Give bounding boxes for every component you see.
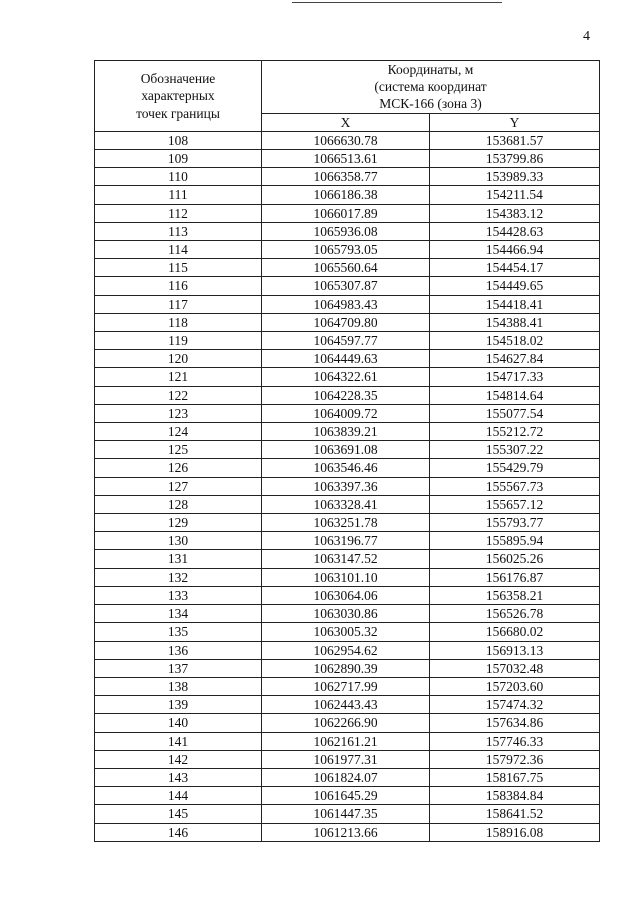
y-coordinate-cell: 158167.75 <box>430 768 600 786</box>
y-coordinate-cell: 158916.08 <box>430 823 600 841</box>
y-coordinate-cell: 156913.13 <box>430 641 600 659</box>
point-id-cell: 144 <box>95 787 262 805</box>
x-coordinate-cell: 1064597.77 <box>262 332 430 350</box>
point-id-cell: 126 <box>95 459 262 477</box>
x-coordinate-cell: 1062954.62 <box>262 641 430 659</box>
x-coordinate-cell: 1062266.90 <box>262 714 430 732</box>
table-row <box>95 823 600 841</box>
y-coordinate-cell: 154518.02 <box>430 332 600 350</box>
x-coordinate-cell: 1063196.77 <box>262 532 430 550</box>
x-coordinate-cell: 1062443.43 <box>262 696 430 714</box>
y-coordinate-cell: 155077.54 <box>430 404 600 422</box>
point-id-cell: 125 <box>95 441 262 459</box>
table-row <box>95 750 600 768</box>
x-coordinate-cell: 1061824.07 <box>262 768 430 786</box>
table-row <box>95 605 600 623</box>
y-coordinate-cell: 154814.64 <box>430 386 600 404</box>
table-row <box>95 386 600 404</box>
x-coordinate-cell: 1063251.78 <box>262 514 430 532</box>
point-id-cell: 137 <box>95 659 262 677</box>
y-coordinate-cell: 157203.60 <box>430 677 600 695</box>
table-row <box>95 441 600 459</box>
table-row <box>95 150 600 168</box>
header-coords <box>262 61 600 114</box>
table-row <box>95 550 600 568</box>
x-coordinate-cell: 1063064.06 <box>262 586 430 604</box>
table-row <box>95 131 600 149</box>
table-row <box>95 696 600 714</box>
point-id-cell: 129 <box>95 514 262 532</box>
table-row <box>95 295 600 313</box>
x-coordinate-cell: 1061447.35 <box>262 805 430 823</box>
table-row <box>95 805 600 823</box>
table-body <box>95 131 600 841</box>
x-coordinate-cell: 1066358.77 <box>262 168 430 186</box>
point-id-cell: 110 <box>95 168 262 186</box>
top-rule <box>292 2 502 3</box>
point-id-cell: 127 <box>95 477 262 495</box>
y-coordinate-cell: 155657.12 <box>430 495 600 513</box>
point-id-cell: 133 <box>95 586 262 604</box>
y-coordinate-cell: 153799.86 <box>430 150 600 168</box>
x-coordinate-cell: 1065560.64 <box>262 259 430 277</box>
table-row <box>95 732 600 750</box>
y-coordinate-cell: 155567.73 <box>430 477 600 495</box>
point-id-cell: 120 <box>95 350 262 368</box>
header-points-line: характерных <box>141 88 215 104</box>
point-id-cell: 109 <box>95 150 262 168</box>
x-coordinate-cell: 1063328.41 <box>262 495 430 513</box>
header-points-line: Обозначение <box>140 71 216 87</box>
point-id-cell: 116 <box>95 277 262 295</box>
y-coordinate-cell: 154388.41 <box>430 313 600 331</box>
point-id-cell: 115 <box>95 259 262 277</box>
point-id-cell: 140 <box>95 714 262 732</box>
x-coordinate-cell: 1064009.72 <box>262 404 430 422</box>
y-coordinate-cell: 153989.33 <box>430 168 600 186</box>
y-coordinate-cell: 156025.26 <box>430 550 600 568</box>
table-row <box>95 568 600 586</box>
point-id-cell: 111 <box>95 186 262 204</box>
y-coordinate-cell: 156680.02 <box>430 623 600 641</box>
y-coordinate-cell: 154383.12 <box>430 204 600 222</box>
table-row <box>95 168 600 186</box>
point-id-cell: 142 <box>95 750 262 768</box>
y-coordinate-cell: 156358.21 <box>430 586 600 604</box>
point-id-cell: 143 <box>95 768 262 786</box>
y-coordinate-cell: 154449.65 <box>430 277 600 295</box>
table-row <box>95 532 600 550</box>
y-coordinate-cell: 156526.78 <box>430 605 600 623</box>
point-id-cell: 134 <box>95 605 262 623</box>
y-coordinate-cell: 154428.63 <box>430 222 600 240</box>
y-coordinate-cell: 154717.33 <box>430 368 600 386</box>
table-row <box>95 459 600 477</box>
point-id-cell: 121 <box>95 368 262 386</box>
header-x: X <box>262 113 430 131</box>
y-coordinate-cell: 156176.87 <box>430 568 600 586</box>
y-coordinate-cell: 155307.22 <box>430 441 600 459</box>
table-row <box>95 787 600 805</box>
x-coordinate-cell: 1063546.46 <box>262 459 430 477</box>
coordinates-table <box>94 60 600 842</box>
x-coordinate-cell: 1066186.38 <box>262 186 430 204</box>
x-coordinate-cell: 1063397.36 <box>262 477 430 495</box>
x-coordinate-cell: 1066513.61 <box>262 150 430 168</box>
y-coordinate-cell: 158384.84 <box>430 787 600 805</box>
point-id-cell: 135 <box>95 623 262 641</box>
y-coordinate-cell: 155212.72 <box>430 423 600 441</box>
y-coordinate-cell: 157972.36 <box>430 750 600 768</box>
point-id-cell: 122 <box>95 386 262 404</box>
point-id-cell: 112 <box>95 204 262 222</box>
point-id-cell: 124 <box>95 423 262 441</box>
x-coordinate-cell: 1065936.08 <box>262 222 430 240</box>
point-id-cell: 118 <box>95 313 262 331</box>
x-coordinate-cell: 1064449.63 <box>262 350 430 368</box>
x-coordinate-cell: 1062717.99 <box>262 677 430 695</box>
x-coordinate-cell: 1061977.31 <box>262 750 430 768</box>
table-row <box>95 514 600 532</box>
x-coordinate-cell: 1065793.05 <box>262 241 430 259</box>
x-coordinate-cell: 1066017.89 <box>262 204 430 222</box>
point-id-cell: 113 <box>95 222 262 240</box>
point-id-cell: 119 <box>95 332 262 350</box>
table-row <box>95 586 600 604</box>
y-coordinate-cell: 157474.32 <box>430 696 600 714</box>
y-coordinate-cell: 154211.54 <box>430 186 600 204</box>
point-id-cell: 117 <box>95 295 262 313</box>
header-coords-line: МСК-166 (зона 3) <box>379 96 482 112</box>
x-coordinate-cell: 1063839.21 <box>262 423 430 441</box>
x-coordinate-cell: 1062890.39 <box>262 659 430 677</box>
table-row <box>95 659 600 677</box>
table-row <box>95 677 600 695</box>
point-id-cell: 138 <box>95 677 262 695</box>
y-coordinate-cell: 157032.48 <box>430 659 600 677</box>
x-coordinate-cell: 1063030.86 <box>262 605 430 623</box>
table-row <box>95 368 600 386</box>
y-coordinate-cell: 155793.77 <box>430 514 600 532</box>
page-number: 4 <box>583 29 590 44</box>
point-id-cell: 123 <box>95 404 262 422</box>
table-header <box>95 61 600 132</box>
x-coordinate-cell: 1063005.32 <box>262 623 430 641</box>
x-coordinate-cell: 1063691.08 <box>262 441 430 459</box>
x-coordinate-cell: 1064983.43 <box>262 295 430 313</box>
y-coordinate-cell: 155429.79 <box>430 459 600 477</box>
y-coordinate-cell: 154627.84 <box>430 350 600 368</box>
point-id-cell: 132 <box>95 568 262 586</box>
x-coordinate-cell: 1063147.52 <box>262 550 430 568</box>
table-row <box>95 477 600 495</box>
y-coordinate-cell: 155895.94 <box>430 532 600 550</box>
y-coordinate-cell: 158641.52 <box>430 805 600 823</box>
point-id-cell: 108 <box>95 131 262 149</box>
table-row <box>95 350 600 368</box>
x-coordinate-cell: 1066630.78 <box>262 131 430 149</box>
table-row <box>95 641 600 659</box>
y-coordinate-cell: 157634.86 <box>430 714 600 732</box>
point-id-cell: 130 <box>95 532 262 550</box>
table-row <box>95 241 600 259</box>
header-points <box>95 61 262 132</box>
x-coordinate-cell: 1063101.10 <box>262 568 430 586</box>
header-coords-line: Координаты, м <box>387 62 474 77</box>
table-row <box>95 259 600 277</box>
point-id-cell: 145 <box>95 805 262 823</box>
point-id-cell: 114 <box>95 241 262 259</box>
header-y: Y <box>430 113 600 131</box>
point-id-cell: 136 <box>95 641 262 659</box>
point-id-cell: 146 <box>95 823 262 841</box>
table-row <box>95 714 600 732</box>
point-id-cell: 131 <box>95 550 262 568</box>
table-row <box>95 313 600 331</box>
header-points-line: точек границы <box>136 105 220 121</box>
table-row <box>95 623 600 641</box>
point-id-cell: 141 <box>95 732 262 750</box>
y-coordinate-cell: 153681.57 <box>430 131 600 149</box>
x-coordinate-cell: 1061213.66 <box>262 823 430 841</box>
table-row <box>95 495 600 513</box>
y-coordinate-cell: 154466.94 <box>430 241 600 259</box>
point-id-cell: 128 <box>95 495 262 513</box>
header-coords-line: (система координат <box>374 79 487 95</box>
table-row <box>95 186 600 204</box>
x-coordinate-cell: 1064228.35 <box>262 386 430 404</box>
table-row <box>95 423 600 441</box>
point-id-cell: 139 <box>95 696 262 714</box>
table-row <box>95 768 600 786</box>
table-row <box>95 204 600 222</box>
x-coordinate-cell: 1064322.61 <box>262 368 430 386</box>
table-row <box>95 222 600 240</box>
x-coordinate-cell: 1062161.21 <box>262 732 430 750</box>
y-coordinate-cell: 154454.17 <box>430 259 600 277</box>
x-coordinate-cell: 1061645.29 <box>262 787 430 805</box>
y-coordinate-cell: 157746.33 <box>430 732 600 750</box>
table-row <box>95 404 600 422</box>
x-coordinate-cell: 1064709.80 <box>262 313 430 331</box>
table-row <box>95 277 600 295</box>
table-row <box>95 332 600 350</box>
x-coordinate-cell: 1065307.87 <box>262 277 430 295</box>
y-coordinate-cell: 154418.41 <box>430 295 600 313</box>
